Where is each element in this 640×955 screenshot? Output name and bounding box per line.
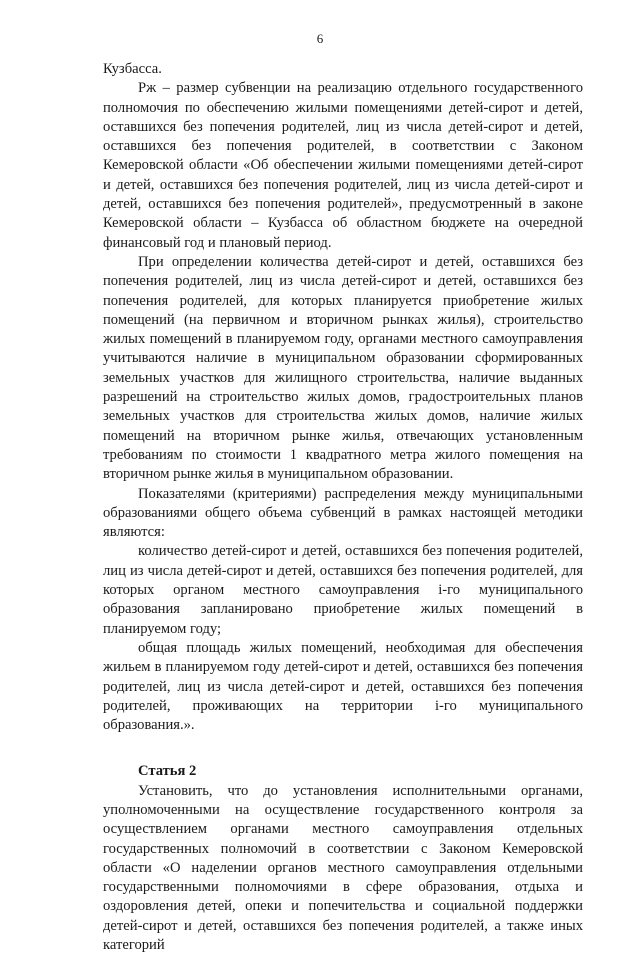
paragraph-quantity-determination: При определении количества детей-сирот и детей, оставшихся без попечения родителей, лиц из числа детей-сирот и детей, оставшихся без попечения родителей, для которых планируется приобретение жилых помещений (на первичном и вторичном рынках жилья), строительство жилых помещений в планируемом году, органами местного самоуправления учитываются наличие в муниципальном образовании сформированных земельных участков для жилищного строительства, наличие выданных разрешений на строительство жилых домов, градостроительных планов земельных участков для строительства жилых домов, наличие жилых помещений на вторичном рынке жилья, отвечающих установленным требованиям по стоимости 1 квадратного метра жилого помещения на вторичном рынке жилья в муниципальном образовании.: [103, 253, 583, 483]
paragraph-subvention-definition: Pж – размер субвенции на реализацию отдельного государственного полномочия по обеспечению жилыми помещениями детей-сирот и детей, оставшихся без попечения родителей, лиц из числа детей-сирот и детей, оставшихся без попечения родителей, в соответствии с Законом Кемеровской области «Об обеспечении жилыми помещениями детей-сирот и детей, оставшихся без попечения родителей, лиц из числа детей-сирот и детей, оставшихся без попечения родителей», предусмотренный в законе Кемеровской области – Кузбасса об областном бюджете на очередной финансовый год и плановый период.: [103, 80, 583, 251]
paragraph-criteria-intro: Показателями (критериями) распределения между муниципальными образованиями общего объема субвенций в рамках настоящей методики являются:: [103, 485, 583, 541]
page-number: 6: [316, 31, 324, 46]
paragraph-criterion-area: общая площадь жилых помещений, необходимая для обеспечения жильем в планируемом году детей-сирот и детей, оставшихся без попечения родителей, лиц из числа детей-сирот и детей, оставшихся без попечения родителей, проживающих на территории i-го муниципального образования.».: [103, 639, 583, 734]
article-paragraph: Установить, что до установления исполнительными органами, уполномоченными на осуществление государственного контроля за осуществлением органами местного самоуправления отдельных государственных полномочий в соответствии с Законом Кемеровской области «О наделении органов местного самоуправления отдельными государственными полномочиями в сфере образования, отдыха и оздоровления детей, опеки и попечительства и социальной поддержки детей-сирот и детей, оставшихся без попечения родителей, а также иных категорий: [103, 782, 583, 954]
paragraph-continuation: Кузбасса.: [103, 61, 162, 77]
document-body: [103, 60, 583, 955]
paragraph-criterion-count: количество детей-сирот и детей, оставшихся без попечения родителей, лиц из числа детей-сирот и детей, оставшихся без попечения родителей, для которых органом местного самоуправления i-го муниципального образования запланировано приобретение жилых помещений в планируемом году;: [103, 543, 583, 637]
article-heading: Статья 2: [138, 763, 197, 780]
section-gap: [103, 735, 583, 762]
